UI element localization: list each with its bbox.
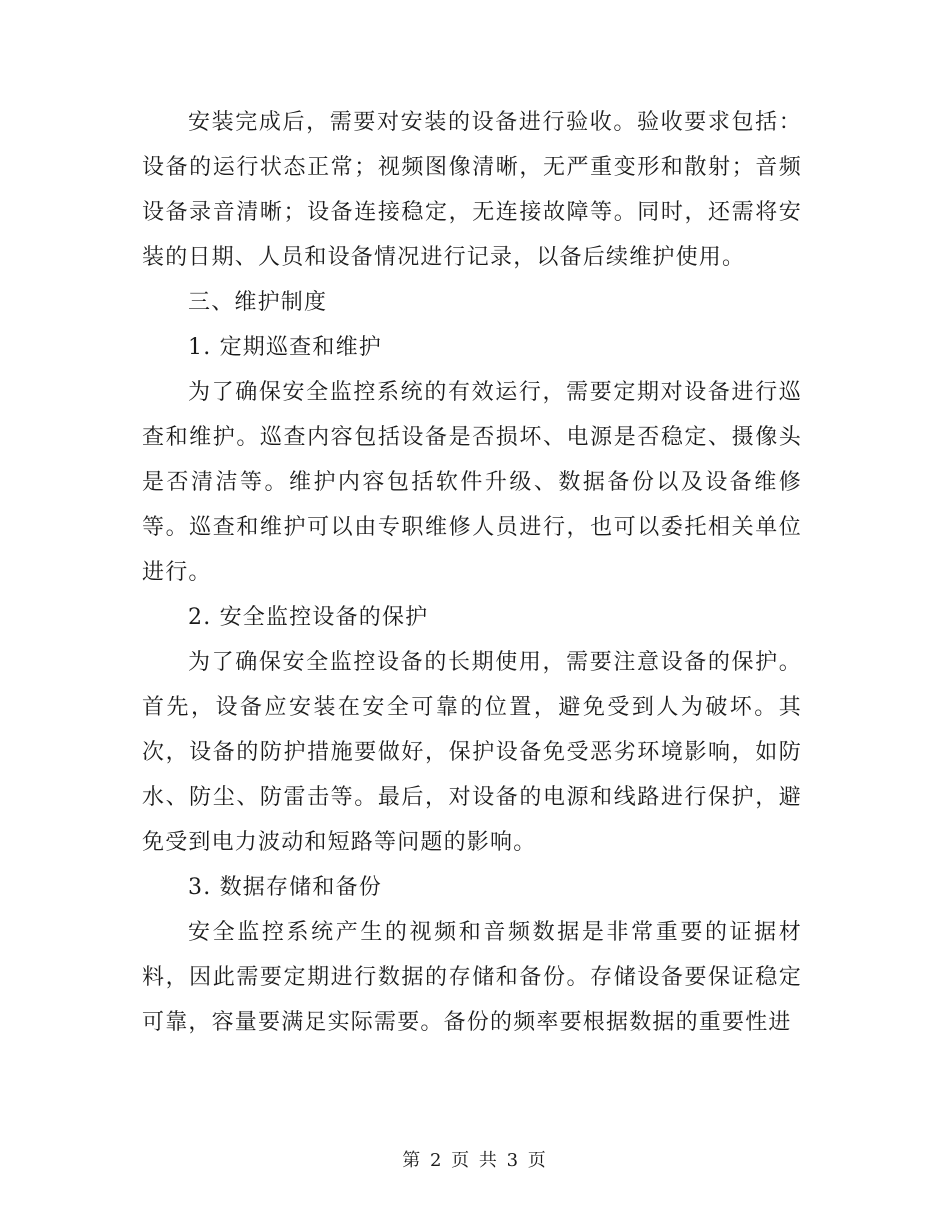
- paragraph-inspection: 为了确保安全监控系统的有效运行，需要定期对设备进行巡查和维护。巡查内容包括设备是否损坏、电源是否稳定、摄像头是否清洁等。维护内容包括软件升级、数据备份以及设备维修等。巡查和维护可以由专职维修人员进行，也可以委托相关单位进行。: [142, 380, 802, 585]
- subheading-storage: 3. 数据存储和备份: [188, 875, 382, 900]
- paragraph-acceptance: 安装完成后，需要对安装的设备进行验收。验收要求包括：设备的运行状态正常；视频图像清晰，无严重变形和散射；音频设备录音清晰；设备连接稳定，无连接故障等。同时，还需将安装的日期、人员和设备情况进行记录，以备后续维护使用。: [142, 110, 802, 270]
- document-body: [142, 100, 802, 1045]
- section-heading-maintenance: 三、维护制度: [188, 290, 328, 315]
- subheading-inspection: 1. 定期巡查和维护: [188, 335, 382, 360]
- paragraph-protection: 为了确保安全监控设备的长期使用，需要注意设备的保护。首先，设备应安装在安全可靠的位置，避免受到人为破坏。其次，设备的防护措施要做好，保护设备免受恶劣环境影响，如防水、防尘、防雷击等。最后，对设备的电源和线路进行保护，避免受到电力波动和短路等问题的影响。: [142, 650, 802, 855]
- paragraph-storage: 安全监控系统产生的视频和音频数据是非常重要的证据材料，因此需要定期进行数据的存储和备份。存储设备要保证稳定可靠，容量要满足实际需要。备份的频率要根据数据的重要性进: [142, 920, 802, 1035]
- subheading-protection: 2. 安全监控设备的保护: [188, 605, 429, 630]
- page-number-footer: 第 2 页 共 3 页: [402, 1150, 548, 1171]
